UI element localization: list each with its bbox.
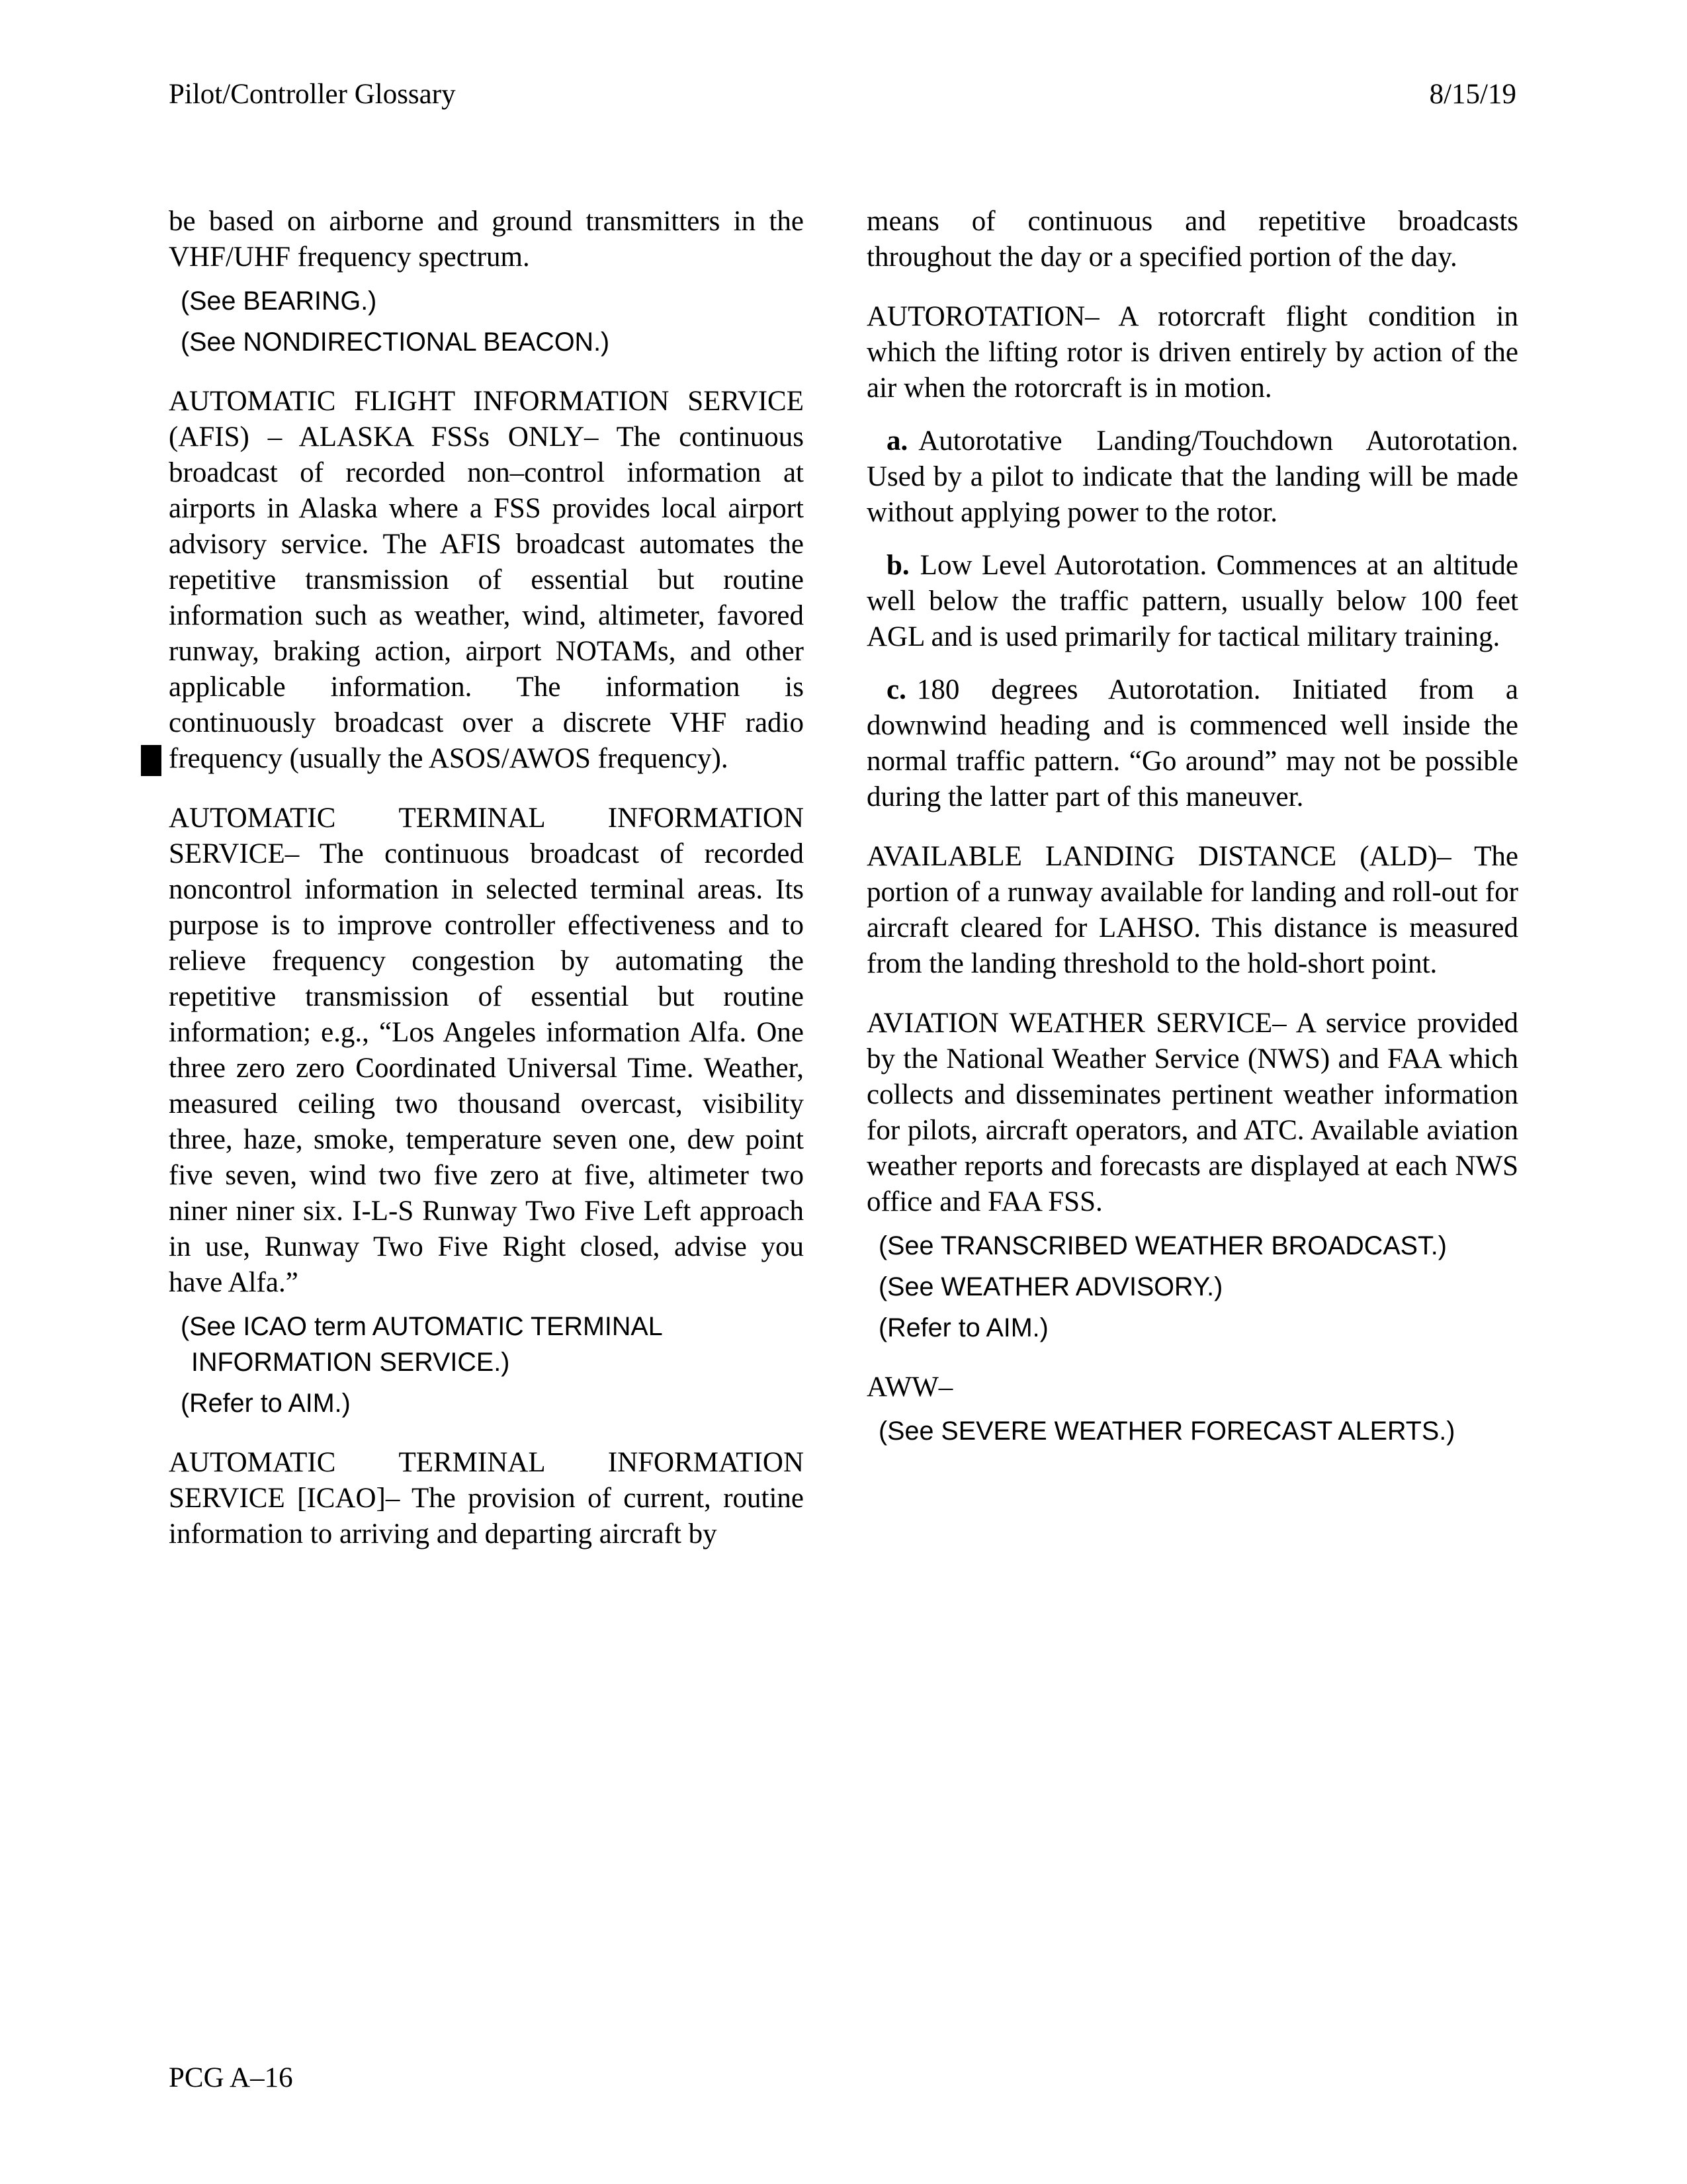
list-item-marker: b. bbox=[887, 550, 910, 581]
definition-paragraph-atis: AUTOMATIC TERMINAL INFORMATION SERVICE– The continuous broadcast of recorded noncontrol information in selected terminal areas. Its purpose is to improve controller effectiveness and to relieve frequency congestion by automating the repetitive transmission of essential but routine information; e.g., “Los Angeles information Alfa. One three zero zero Coordinated Universal Time. Weather, measured ceiling two thousand overcast, visibility three, haze, smoke, temperature seven one, dew point five seven, wind two five zero at five, altimeter two niner niner six. I-L-S Runway Two Five Left approach in use, Runway Two Five Right closed, advise you have Alfa.” bbox=[169, 803, 804, 1298]
continuation-paragraph: means of continuous and repetitive broadcasts throughout the day or a specified portion of the day. bbox=[867, 206, 1518, 273]
page-header-title: Pilot/Controller Glossary bbox=[169, 79, 456, 110]
page-footer bbox=[169, 2062, 293, 2095]
list-item-text: 180 degrees Autorotation. Initiated from a downwind heading and is commenced well inside the normal traffic pattern. “Go around” may not be possible during the latter part of this maneuver. bbox=[867, 674, 1518, 812]
revision-change-bar bbox=[141, 745, 161, 776]
continuation-paragraph: be based on airborne and ground transmitters in the VHF/UHF frequency spectrum. bbox=[169, 206, 804, 273]
list-item-b bbox=[867, 548, 1518, 655]
definition-paragraph-ald: AVAILABLE LANDING DISTANCE (ALD)– The portion of a runway available for landing and roll-out for aircraft cleared for LAHSO. This distance is measured from the landing threshold to the hold-short point. bbox=[867, 841, 1518, 979]
see-reference: (See ICAO term AUTOMATIC TERMINAL INFORMATION SERVICE.) bbox=[181, 1312, 662, 1377]
list-item-c bbox=[867, 672, 1518, 815]
right-column bbox=[867, 204, 1518, 1449]
definition-paragraph-afis: AUTOMATIC FLIGHT INFORMATION SERVICE (AFIS) – ALASKA FSSs ONLY– The continuous broadcast of recorded non–control information at airports in Alaska where a FSS provides local airport advisory service. The AFIS broadcast automates the repetitive transmission of essential but routine information such as weather, wind, altimeter, favored runway, braking action, airport NOTAMs, and other applicable information. The information is continuously broadcast over a discrete VHF radio frequency (usually the ASOS/AWOS frequency). bbox=[169, 386, 804, 774]
list-item-text: Low Level Autorotation. Commences at an altitude well below the traffic pattern, usually below 100 feet AGL and is used primarily for tactical military training. bbox=[867, 550, 1518, 652]
page-number-label: PCG A–16 bbox=[169, 2062, 293, 2093]
see-reference: (See TRANSCRIBED WEATHER BROADCAST.) bbox=[879, 1231, 1447, 1260]
list-item-marker: c. bbox=[887, 674, 906, 705]
left-column bbox=[169, 204, 804, 1552]
see-reference: (See WEATHER ADVISORY.) bbox=[879, 1272, 1223, 1301]
refer-reference: (Refer to AIM.) bbox=[879, 1313, 1049, 1342]
list-item-text: Autorotative Landing/Touchdown Autorotation. Used by a pilot to indicate that the landing will be made without applying power to the rotor. bbox=[867, 425, 1518, 528]
definition-paragraph-aviation-weather-service: AVIATION WEATHER SERVICE– A service provided by the National Weather Service (NWS) and FAA which collects and disseminates pertinent weather information for pilots, aircraft operators, and ATC. Available aviation weather reports and forecasts are displayed at each NWS office and FAA FSS. bbox=[867, 1008, 1518, 1217]
refer-reference: (Refer to AIM.) bbox=[181, 1389, 351, 1418]
list-item-marker: a. bbox=[887, 425, 908, 457]
definition-paragraph-aww: AWW– bbox=[867, 1372, 953, 1403]
see-reference: (See SEVERE WEATHER FORECAST ALERTS.) bbox=[879, 1417, 1455, 1446]
see-reference: (See NONDIRECTIONAL BEACON.) bbox=[181, 328, 610, 357]
see-reference: (See BEARING.) bbox=[181, 286, 377, 316]
page-header bbox=[169, 78, 1516, 111]
page-header-date: 8/15/19 bbox=[1429, 79, 1516, 110]
list-item-a bbox=[867, 423, 1518, 531]
definition-paragraph-autorotation: AUTOROTATION– A rotorcraft flight condition in which the lifting rotor is driven entirely by action of the air when the rotorcraft is in motion. bbox=[867, 301, 1518, 404]
definition-paragraph-atis-icao: AUTOMATIC TERMINAL INFORMATION SERVICE [ICAO]– The provision of current, routine information to arriving and departing aircraft by bbox=[169, 1447, 804, 1550]
